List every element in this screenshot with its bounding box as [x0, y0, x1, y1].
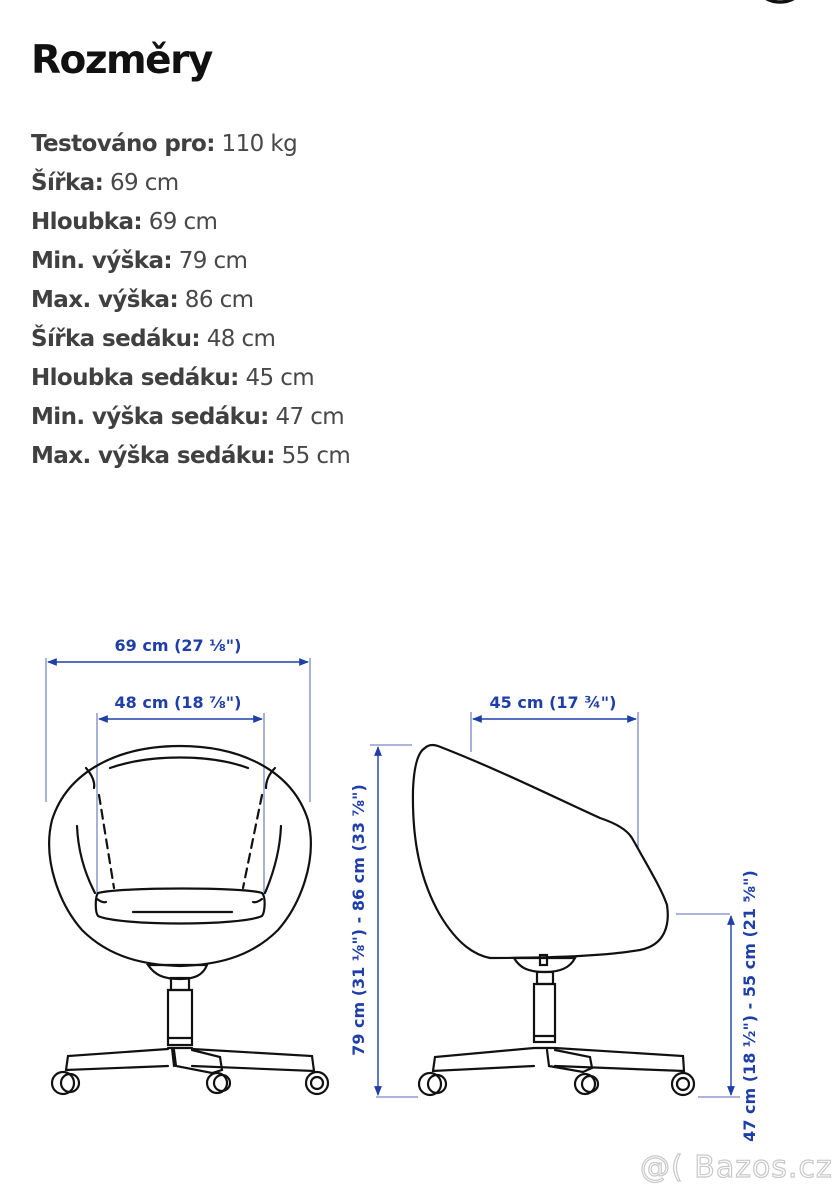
- spec-tested-for: Testováno pro: 110 kg: [31, 131, 298, 157]
- watermark: @( Bazos.cz: [640, 1150, 833, 1185]
- dimension-drawing: [0, 600, 837, 1160]
- overall-width-label: 69 cm (27 ⅛"): [114, 636, 242, 655]
- spec-seat-width: Šířka sedáku: 48 cm: [31, 326, 276, 352]
- spec-depth: Hloubka: 69 cm: [31, 209, 218, 235]
- spec-seat-depth: Hloubka sedáku: 45 cm: [31, 365, 315, 391]
- side-view: [349, 693, 759, 1142]
- seat-height-label: 47 cm (18 ½") - 55 cm (21 ⅝"): [740, 870, 759, 1142]
- spec-max-seat-height: Max. výška sedáku: 55 cm: [31, 443, 351, 469]
- front-view: [46, 636, 328, 1094]
- spec-min-height: Min. výška: 79 cm: [31, 248, 248, 274]
- seat-width-label: 48 cm (18 ⅞"): [114, 693, 242, 712]
- seat-depth-label: 45 cm (17 ¾"): [489, 693, 617, 712]
- spec-list: [31, 126, 350, 477]
- spec-max-height: Max. výška: 86 cm: [31, 287, 254, 313]
- page-title: Rozměry: [31, 38, 212, 83]
- spec-min-seat-height: Min. výška sedáku: 47 cm: [31, 404, 345, 430]
- spec-width: Šířka: 69 cm: [31, 170, 179, 196]
- corner-circle-icon: [745, 0, 815, 10]
- overall-height-label: 79 cm (31 ⅛") - 86 cm (33 ⅞"): [349, 784, 368, 1056]
